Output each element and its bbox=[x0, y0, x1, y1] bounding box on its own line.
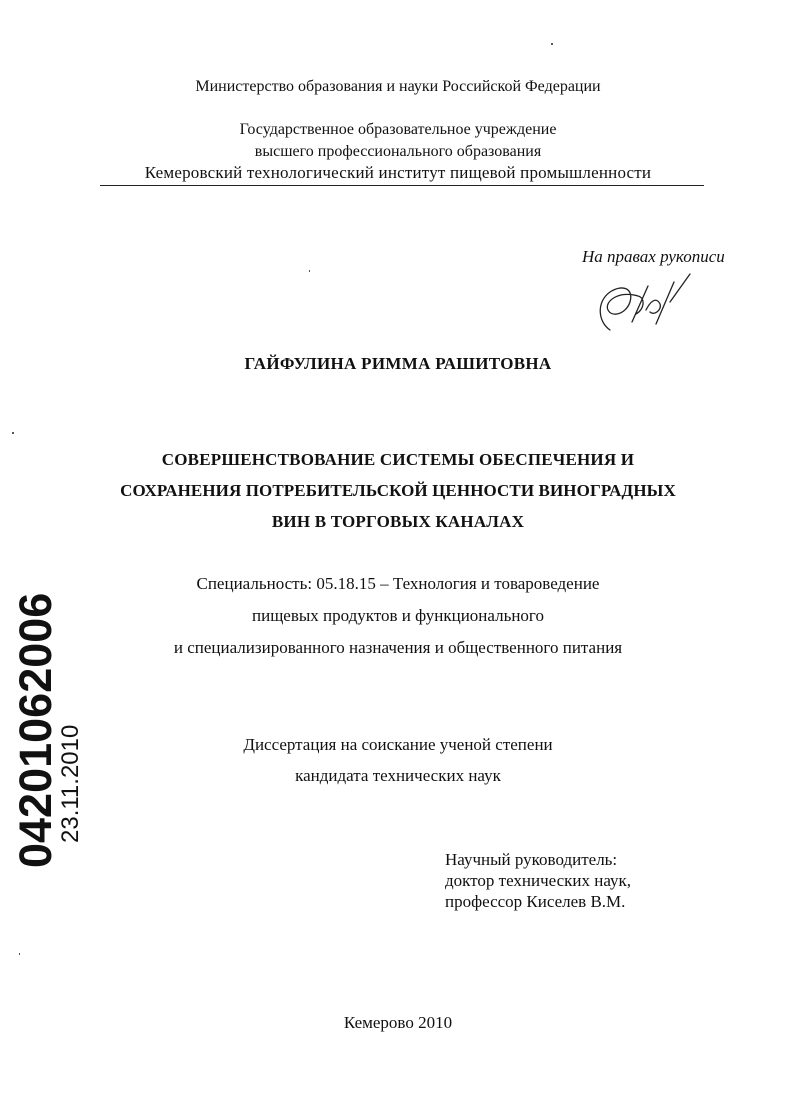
title-line-2: СОХРАНЕНИЯ ПОТРЕБИТЕЛЬСКОЙ ЦЕННОСТИ ВИНОГРАДНЫХ bbox=[120, 481, 676, 500]
dissertation-line-1: Диссертация на соискание ученой степени bbox=[243, 735, 553, 754]
scan-speck bbox=[551, 43, 553, 45]
header-divider bbox=[100, 185, 704, 186]
manuscript-note: На правах рукописи bbox=[582, 247, 725, 266]
title-line-1: СОВЕРШЕНСТВОВАНИЕ СИСТЕМЫ ОБЕСПЕЧЕНИЯ И bbox=[161, 450, 635, 469]
signature-graphic bbox=[590, 262, 710, 342]
library-stamp-number: 04201062006 bbox=[10, 592, 61, 868]
supervisor-line-3: профессор Киселев В.М. bbox=[445, 892, 626, 911]
specialty-line-2: пищевых продуктов и функционального bbox=[252, 606, 544, 625]
scan-speck bbox=[19, 953, 20, 955]
scan-speck bbox=[12, 432, 14, 434]
institution-line-3: Кемеровский технологический институт пищевой промышленности bbox=[144, 163, 652, 182]
supervisor-line-1: Научный руководитель: bbox=[445, 850, 618, 869]
city-year: Кемерово 2010 bbox=[343, 1013, 453, 1032]
dissertation-line-2: кандидата технических наук bbox=[295, 766, 501, 785]
specialty-line-1: Специальность: 05.18.15 – Технология и товароведение bbox=[196, 574, 600, 593]
title-line-3: ВИН В ТОРГОВЫХ КАНАЛАХ bbox=[271, 512, 525, 531]
author-name: ГАЙФУЛИНА РИММА РАШИТОВНА bbox=[244, 354, 552, 373]
scan-speck bbox=[309, 270, 310, 272]
institution-line-1: Государственное образовательное учреждение bbox=[239, 121, 557, 138]
institution-line-2: высшего профессионального образования bbox=[254, 143, 542, 160]
specialty-line-3: и специализированного назначения и общественного питания bbox=[173, 638, 623, 657]
ministry-line: Министерство образования и науки Российской Федерации bbox=[195, 78, 601, 95]
supervisor-line-2: доктор технических наук, bbox=[445, 871, 632, 890]
library-stamp-date: 23.11.2010 bbox=[57, 724, 84, 843]
